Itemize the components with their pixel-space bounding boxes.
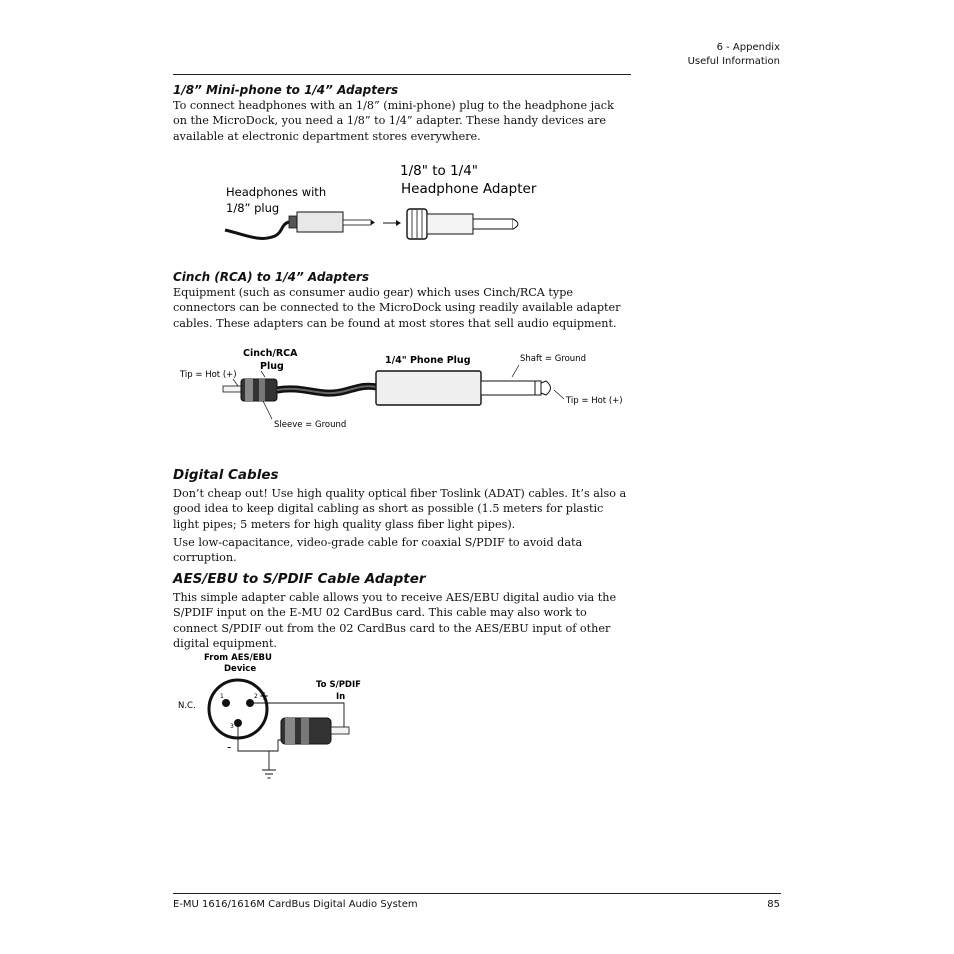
footer-title: E-MU 1616/1616M CardBus Digital Audio System xyxy=(173,899,418,910)
adapter-shaft xyxy=(473,219,513,229)
phone-plug-body xyxy=(376,371,481,405)
fig3-to-line1: To S/PDIF xyxy=(316,680,361,690)
fig1-title-line2: Headphone Adapter xyxy=(401,181,537,197)
rca-tip xyxy=(223,386,243,392)
fig2-tip-left-label: Tip = Hot (+) xyxy=(180,370,237,380)
fig3-from-line2: Device xyxy=(224,664,257,674)
fig1-label-line1: Headphones with xyxy=(226,185,327,199)
mini-plug-body xyxy=(297,212,343,232)
section-heading-miniphone: 1/8” Mini-phone to 1/4” Adapters xyxy=(173,83,399,97)
phone-plug-tip xyxy=(541,381,551,395)
adapter-body xyxy=(427,214,473,234)
mini-plug-shaft xyxy=(343,220,371,225)
header-section: Useful Information xyxy=(687,56,780,67)
pin-2-label: 2 xyxy=(254,693,258,700)
section-heading-aes: AES/EBU to S/PDIF Cable Adapter xyxy=(173,571,426,587)
arrow-icon xyxy=(396,220,401,226)
footer-rule xyxy=(173,893,781,894)
fig2-shaft-label: Shaft = Ground xyxy=(520,354,586,364)
headphone-cable xyxy=(225,222,289,238)
fig2-sleeve-label: Sleeve = Ground xyxy=(274,420,347,430)
plus-sign: + xyxy=(259,689,270,703)
pin-3-label: 3 xyxy=(230,723,234,730)
section-heading-rca: Cinch (RCA) to 1/4” Adapters xyxy=(173,270,370,284)
running-header xyxy=(688,41,780,69)
adapter-tip xyxy=(513,219,518,229)
fig2-tip-right-label: Tip = Hot (+) xyxy=(566,396,623,406)
paragraph-digital-2: Use low-capacitance, video-grade cable for coaxial S/PDIF to avoid data corruption. xyxy=(173,536,583,565)
fig2-rca-line1: Cinch/RCA xyxy=(243,348,298,359)
fig2-rca-line2: Plug xyxy=(260,361,284,372)
fig3-to-line2: In xyxy=(336,692,346,702)
headphone-adapter-figure xyxy=(215,158,555,248)
header-rule xyxy=(173,74,631,75)
fig1-label-line2: 1/8” plug xyxy=(226,201,280,215)
phone-plug-shaft xyxy=(481,381,541,395)
mini-plug-strain-relief xyxy=(289,216,297,228)
paragraph-miniphone: To connect headphones with an 1/8” (mini-phone) plug to the headphone jack on the MicroDock, you need a 1/8” to 1/4” adapter. These handy devices are available at electronic department stores everywhere. xyxy=(173,99,614,143)
page-number: 85 xyxy=(767,899,780,910)
fig1-title-line1: 1/8" to 1/4" xyxy=(400,163,479,179)
paragraph-aes: This simple adapter cable allows you to receive AES/EBU digital audio via the S/PDIF input on the E-MU 02 CardBus card. This cable may also work to connect S/PDIF out from the 02 CardBus card to the AES/EBU input of other digital equipment. xyxy=(173,591,617,651)
pin-1-label: 1 xyxy=(220,693,224,700)
fig3-from-line1: From AES/EBU xyxy=(204,653,272,663)
paragraph-digital-1: Don’t cheap out! Use high quality optical fiber Toslink (ADAT) cables. It’s also a good idea to keep digital cabling as short as possible (1.5 meters for plastic light pipes; 5 meters for high quality glass fiber light pipes). xyxy=(173,487,627,531)
paragraph-rca: Equipment (such as consumer audio gear) which uses Cinch/RCA type connectors can be connected to the MicroDock using readily available adapter cables. These adapters can be found at most stores that sell audio equipment. xyxy=(173,286,621,330)
header-chapter: 6 - Appendix xyxy=(716,42,780,53)
spdif-rca-tip xyxy=(331,727,349,734)
aes-spdif-wiring-figure xyxy=(175,648,375,783)
rca-adapter-figure xyxy=(175,343,630,438)
fig2-phone-plug-label: 1/4" Phone Plug xyxy=(385,355,471,366)
section-heading-digital: Digital Cables xyxy=(173,467,279,483)
mini-plug-tip xyxy=(371,220,375,225)
xlr-pin-1 xyxy=(222,699,230,707)
minus-sign: - xyxy=(227,740,232,754)
fig3-nc-label: N.C. xyxy=(178,701,196,711)
